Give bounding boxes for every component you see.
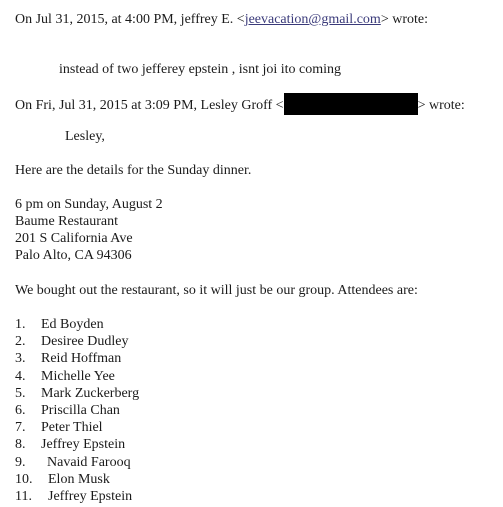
list-item — [15, 471, 110, 488]
quote-header2-suffix: > wrote: — [417, 98, 465, 113]
list-number: 10. — [15, 471, 33, 487]
attendee-name: Ed Boyden — [41, 317, 104, 332]
attendee-name: Peter Thiel — [41, 420, 103, 436]
list-number: 3. — [15, 351, 26, 367]
venue-city: Palo Alto, CA 94306 — [15, 248, 132, 263]
attendee-name: Priscilla Chan — [41, 402, 120, 418]
list-item — [15, 436, 126, 453]
list-number: 9. — [15, 454, 26, 470]
quote-header-jeffrey — [15, 11, 428, 28]
attendee-name: Mark Zuckerberg — [41, 385, 140, 401]
list-item — [15, 402, 120, 419]
list-number: 7. — [15, 420, 26, 436]
list-item — [15, 316, 104, 333]
list-number: 4. — [15, 368, 26, 384]
attendee-name: Elon Musk — [48, 471, 110, 487]
list-number: 5. — [15, 385, 26, 401]
list-item — [15, 350, 122, 367]
list-item — [15, 385, 140, 402]
attendee-name: Desiree Dudley — [41, 334, 129, 350]
list-number: 11. — [15, 488, 32, 504]
group-note: We bought out the restaurant, so it will just be our group. Attendees are: — [15, 283, 418, 298]
dinner-time: 6 pm on Sunday, August 2 — [15, 197, 163, 212]
list-item — [15, 419, 103, 436]
intro-text: Here are the details for the Sunday dinner. — [15, 163, 252, 178]
redaction-box — [284, 93, 418, 115]
attendee-name: Michelle Yee — [41, 368, 115, 384]
list-item — [15, 488, 133, 505]
venue-name: Baume Restaurant — [15, 214, 119, 229]
list-number: 6. — [15, 402, 26, 418]
quote-header2-prefix: On Fri, Jul 31, 2015 at 3:09 PM, Lesley Groff < — [15, 98, 284, 113]
attendee-name: Reid Hoffman — [41, 351, 122, 367]
attendee-name: Navaid Farooq — [47, 454, 131, 470]
list-number: 1. — [15, 317, 26, 332]
quote-header-prefix: On Jul 31, 2015, at 4:00 PM, jeffrey E. < — [15, 12, 245, 27]
list-item — [15, 368, 115, 385]
salutation: Lesley, — [65, 129, 105, 144]
reply-message: instead of two jefferey epstein , isnt joi ito coming — [59, 62, 342, 77]
sender-email-link[interactable]: jeevacation@gmail.com — [244, 12, 381, 27]
list-item — [15, 454, 131, 471]
list-number: 2. — [15, 334, 26, 350]
attendee-name: Jeffrey Epstein — [48, 488, 133, 504]
venue-street: 201 S California Ave — [15, 231, 133, 246]
list-number: 8. — [15, 437, 26, 453]
list-item — [15, 333, 129, 350]
quote-header-suffix: > wrote: — [380, 12, 428, 27]
attendee-list — [15, 316, 140, 505]
quote-header-lesley — [15, 93, 465, 115]
attendee-name: Jeffrey Epstein — [41, 437, 126, 453]
